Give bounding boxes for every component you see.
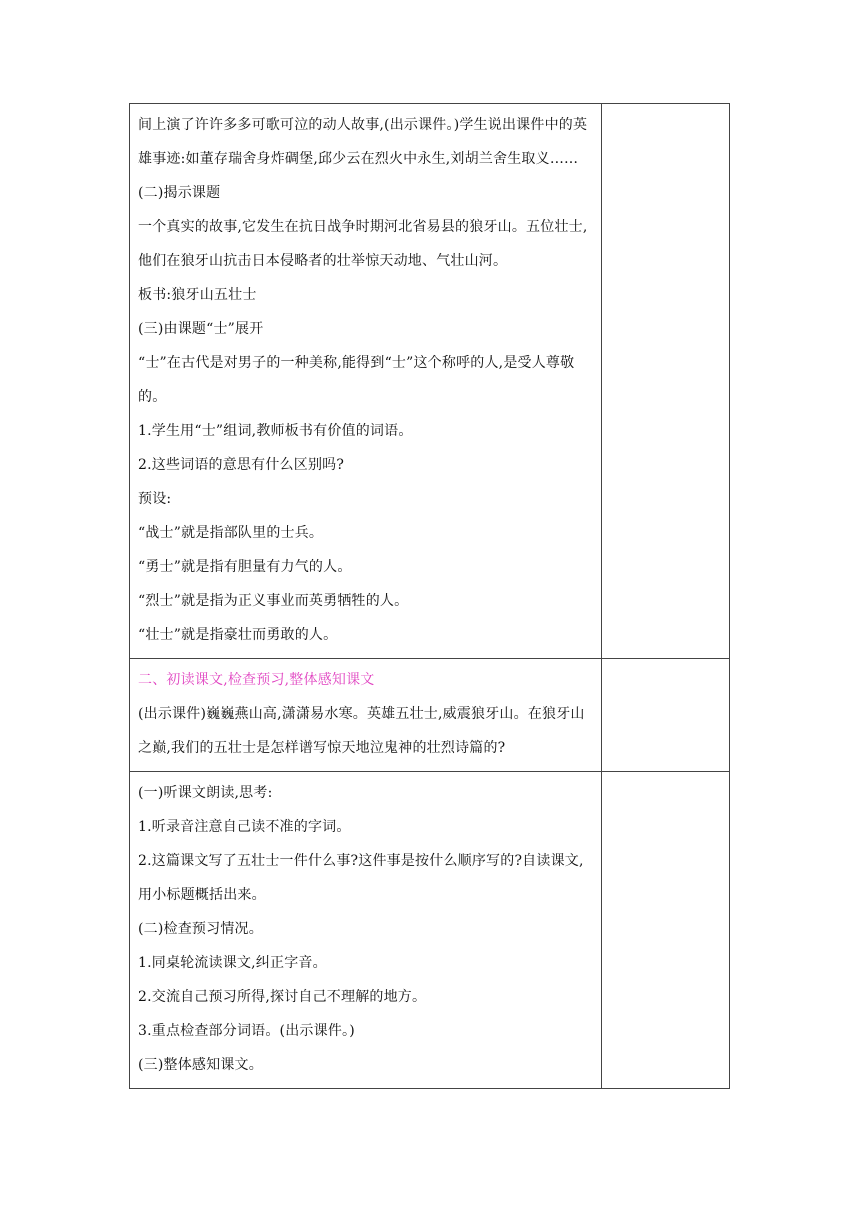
paragraph: 预设: [138, 491, 172, 507]
blackboard-note: 板书:狼牙山五壮士 [138, 287, 257, 303]
definition-item: “战士”就是指部队里的士兵。 [138, 525, 324, 541]
definition-item: “烈士”就是指为正义事业而英勇牺牲的人。 [138, 593, 409, 609]
list-item: 1.学生用“士”组词,教师板书有价值的词语。 [138, 423, 413, 439]
content-cell [130, 659, 602, 772]
list-item: 2.交流自己预习所得,探讨自己不理解的地方。 [138, 989, 427, 1005]
notes-cell [602, 659, 730, 772]
list-item: 2.这篇课文写了五壮士一件什么事?这件事是按什么顺序写的?自读课文,用小标题概括出来。 [138, 853, 584, 903]
list-item: 1.听录音注意自己读不准的字词。 [138, 819, 351, 835]
table-row [130, 659, 730, 772]
content-cell [130, 772, 602, 1089]
lesson-plan-table [129, 103, 730, 1089]
list-item: 1.同桌轮流读课文,纠正字音。 [138, 955, 327, 971]
list-item: 2.这些词语的意思有什么区别吗? [138, 457, 345, 473]
section-heading: (一)听课文朗读,思考: [138, 785, 273, 801]
section-heading: 二、初读课文,检查预习,整体感知课文 [138, 672, 375, 688]
content-cell [130, 104, 602, 659]
table-row [130, 104, 730, 659]
paragraph: 间上演了许许多多可歌可泣的动人故事,(出示课件。)学生说出课件中的英雄事迹:如董存瑞舍身炸碉堡,邱少云在烈火中永生,刘胡兰舍生取义…… [138, 117, 588, 167]
paragraph: (出示课件)巍巍燕山高,潇潇易水寒。英雄五壮士,威震狼牙山。在狼牙山之巅,我们的五壮士是怎样谱写惊天地泣鬼神的壮烈诗篇的? [138, 706, 585, 756]
notes-cell [602, 772, 730, 1089]
section-heading: (三)由课题“士”展开 [138, 321, 264, 337]
definition-item: “壮士”就是指豪壮而勇敢的人。 [138, 627, 338, 643]
list-item: 3.重点检查部分词语。(出示课件。) [138, 1023, 355, 1039]
definition-item: “勇士”就是指有胆量有力气的人。 [138, 559, 352, 575]
table-row [130, 772, 730, 1089]
notes-cell [602, 104, 730, 659]
section-heading: (二)检查预习情况。 [138, 921, 263, 937]
section-heading: (三)整体感知课文。 [138, 1057, 263, 1073]
paragraph: “士”在古代是对男子的一种美称,能得到“士”这个称呼的人,是受人尊敬的。 [138, 355, 575, 405]
paragraph: 一个真实的故事,它发生在抗日战争时期河北省易县的狼牙山。五位壮士,他们在狼牙山抗击日本侵略者的壮举惊天动地、气壮山河。 [138, 219, 588, 269]
section-heading: (二)揭示课题 [138, 185, 221, 201]
